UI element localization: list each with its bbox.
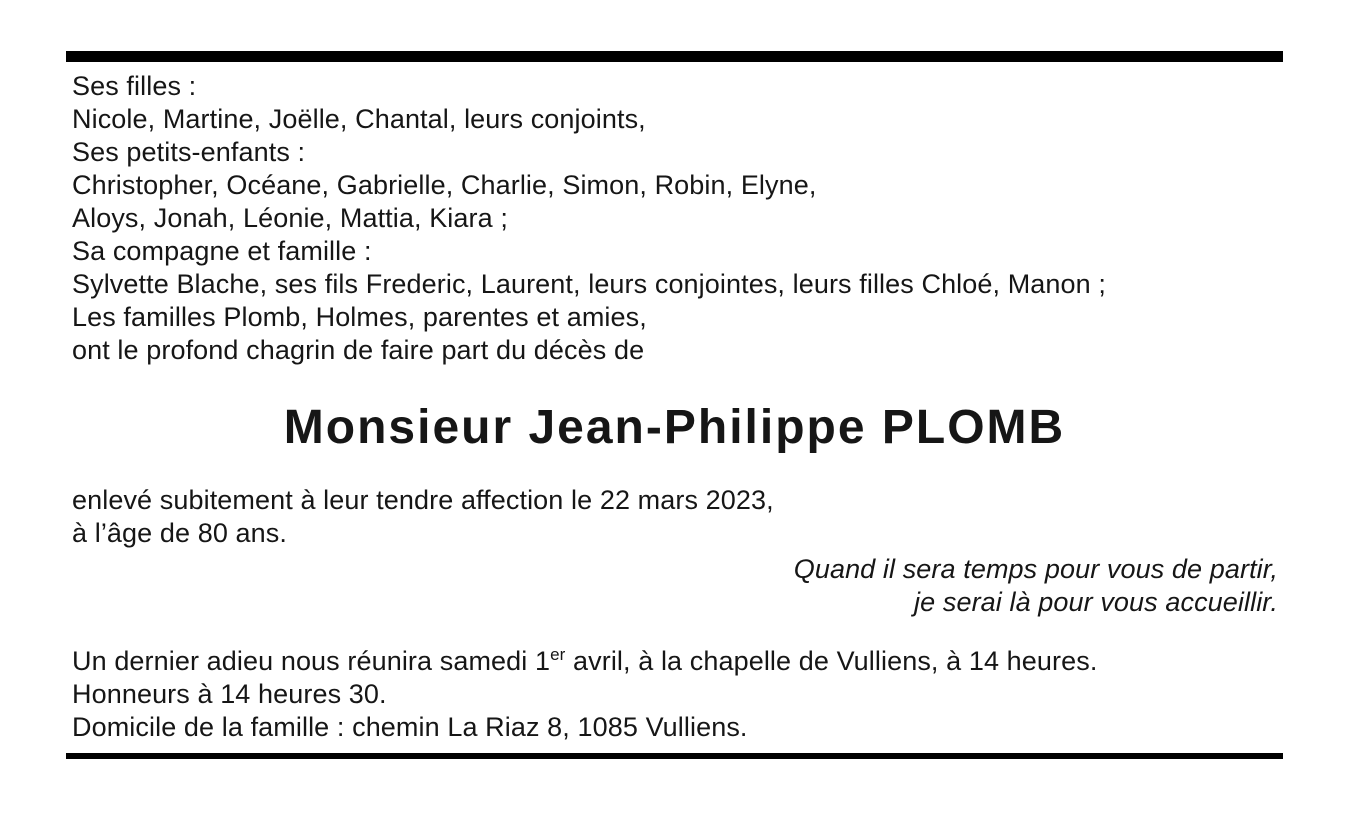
deceased-name-title: Monsieur Jean-Philippe PLOMB (283, 401, 1066, 454)
bottom-divider-bar (66, 753, 1283, 759)
intro-line-compagne-names: Sylvette Blache, ses fils Frederic, Laurent, leurs conjointes, leurs filles Chloé, Manon ; (72, 269, 1106, 299)
ceremony-line-honneurs: Honneurs à 14 heures 30. (72, 679, 387, 709)
ceremony-line-farewell (72, 645, 1097, 678)
quote-line-2: je serai là pour vous accueillir. (914, 587, 1278, 617)
death-line-date: enlevé subitement à leur tendre affection le 22 mars 2023, (72, 485, 774, 515)
intro-line-grandchildren-names-1: Christopher, Océane, Gabrielle, Charlie, Simon, Robin, Elyne, (72, 170, 817, 200)
intro-line-grandchildren-names-2: Aloys, Jonah, Léonie, Mattia, Kiara ; (72, 203, 508, 233)
intro-line-familles: Les familles Plomb, Holmes, parentes et amies, (72, 302, 647, 332)
intro-line-filles-names: Nicole, Martine, Joëlle, Chantal, leurs conjoints, (72, 104, 646, 134)
ordinal-superscript: er (550, 645, 566, 664)
death-line-age: à l’âge de 80 ans. (72, 518, 287, 548)
ceremony-details-block (72, 645, 1097, 744)
intro-line-compagne: Sa compagne et famille : (72, 236, 372, 266)
death-details-block (72, 484, 774, 550)
intro-line-petits-enfants: Ses petits-enfants : (72, 137, 306, 167)
top-divider-bar (66, 51, 1283, 62)
family-intro-block (72, 70, 1106, 367)
ceremony-farewell-start: Un dernier adieu nous réunira samedi 1 (72, 646, 551, 676)
intro-line-ses-filles: Ses filles : (72, 71, 197, 101)
ceremony-line-domicile: Domicile de la famille : chemin La Riaz 8, 1085 Vulliens. (72, 712, 748, 742)
quote-line-1: Quand il sera temps pour vous de partir, (793, 554, 1278, 584)
memorial-quote-block (794, 553, 1278, 619)
ceremony-farewell-end: avril, à la chapelle de Vulliens, à 14 heures. (565, 646, 1098, 676)
intro-line-chagrin: ont le profond chagrin de faire part du décès de (72, 335, 645, 365)
